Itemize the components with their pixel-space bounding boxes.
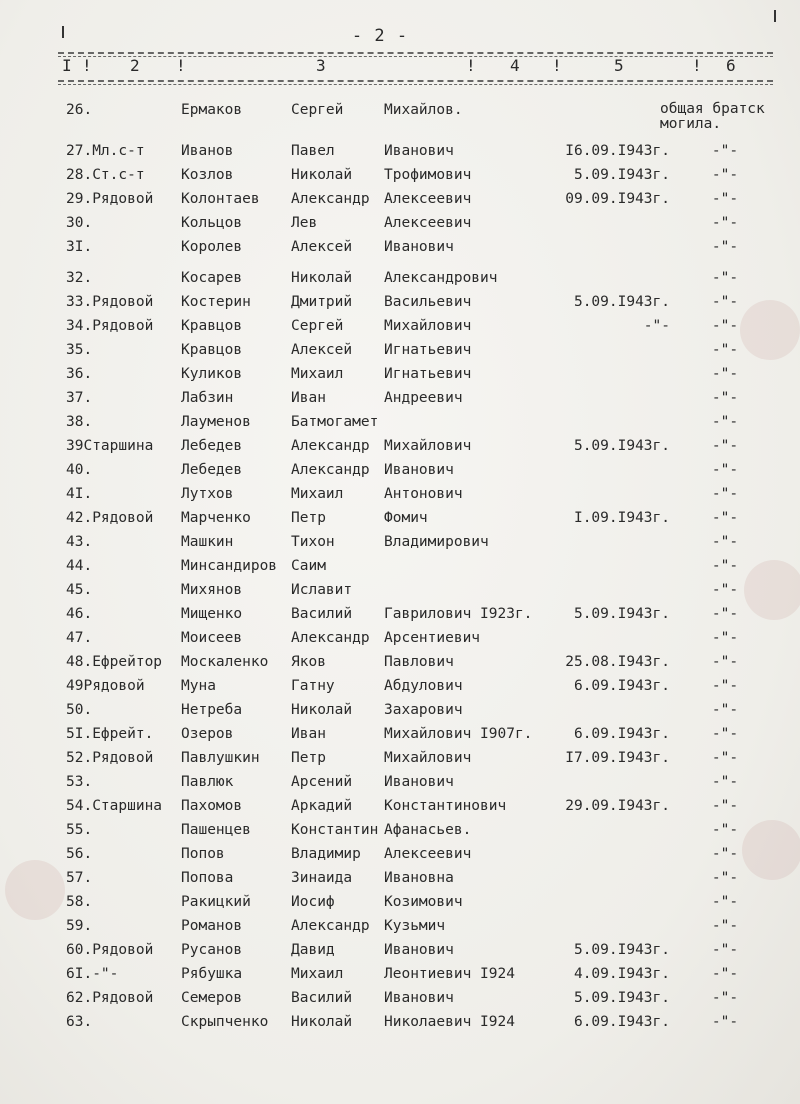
- burial-place: -"-: [711, 390, 739, 406]
- patronymic: Павлович: [384, 654, 454, 670]
- last-name: Нетреба: [181, 702, 243, 718]
- first-name: Александр: [291, 630, 370, 646]
- table-row: [0, 630, 800, 652]
- row-number-rank: 39Старшина: [66, 438, 154, 454]
- burial-place: -"-: [711, 798, 739, 814]
- death-date: I6.09.I943г.: [565, 143, 670, 159]
- death-date: 5.09.I943г.: [573, 990, 670, 1006]
- burial-place: -"-: [711, 167, 739, 183]
- row-number-rank: 48.Ефрейтор: [66, 654, 163, 670]
- patronymic: Иванович: [384, 239, 454, 255]
- table-row: [0, 462, 800, 484]
- table-row: [0, 894, 800, 916]
- last-name: Павлюк: [181, 774, 234, 790]
- table-row: [0, 678, 800, 700]
- patronymic: Владимирович: [384, 534, 489, 550]
- header-col-6: 6: [726, 56, 736, 75]
- first-name: Николай: [291, 702, 353, 718]
- table-row: [0, 702, 800, 724]
- table-row: [0, 966, 800, 988]
- first-name: Константин: [291, 822, 379, 838]
- table-row: [0, 942, 800, 964]
- last-name: Минсандиров: [181, 558, 278, 574]
- row-number-rank: 44.: [66, 558, 93, 574]
- last-name: Машкин: [181, 534, 234, 550]
- last-name: Михянов: [181, 582, 243, 598]
- first-name: Николай: [291, 167, 353, 183]
- first-name: Алексей: [291, 239, 353, 255]
- row-number-rank: 53.: [66, 774, 93, 790]
- first-name: Гатну: [291, 678, 335, 694]
- last-name: Москаленко: [181, 654, 269, 670]
- last-name: Пашенцев: [181, 822, 251, 838]
- row-number-rank: 36.: [66, 366, 93, 382]
- table-row: [0, 486, 800, 508]
- header-col-3: 3: [316, 56, 326, 75]
- first-name: Батмогамет: [291, 414, 379, 430]
- burial-place: -"-: [711, 191, 739, 207]
- patronymic: Михайлов.: [384, 102, 463, 118]
- first-name: Алексей: [291, 342, 353, 358]
- first-name: Василий: [291, 606, 353, 622]
- header-col-1: I: [62, 56, 72, 75]
- burial-place: -"-: [711, 534, 739, 550]
- burial-place: -"-: [711, 318, 739, 334]
- last-name: Кравцов: [181, 342, 243, 358]
- last-name: Марченко: [181, 510, 251, 526]
- last-name: Попов: [181, 846, 225, 862]
- table-row: [0, 101, 800, 132]
- last-name: Косарев: [181, 270, 243, 286]
- table-row: [0, 294, 800, 316]
- row-number-rank: 52.Рядовой: [66, 750, 154, 766]
- header-col-5: 5: [614, 56, 624, 75]
- header-sep-4: !: [552, 56, 562, 75]
- first-name: Михаил: [291, 486, 344, 502]
- watermark-stamp: [740, 300, 800, 360]
- last-name: Романов: [181, 918, 243, 934]
- last-name: Колонтаев: [181, 191, 260, 207]
- burial-place: -"-: [711, 630, 739, 646]
- row-number-rank: 32.: [66, 270, 93, 286]
- last-name: Павлушкин: [181, 750, 260, 766]
- last-name: Мищенко: [181, 606, 243, 622]
- table-row: [0, 1014, 800, 1036]
- table-row: [0, 870, 800, 892]
- first-name: Зинаида: [291, 870, 353, 886]
- row-number-rank: 59.: [66, 918, 93, 934]
- burial-place: -"-: [711, 726, 739, 742]
- patronymic: Иванович: [384, 774, 454, 790]
- row-number-rank: 35.: [66, 342, 93, 358]
- first-name: Сергей: [291, 318, 344, 334]
- burial-place: -"-: [711, 966, 739, 982]
- patronymic: Александрович: [384, 270, 498, 286]
- first-name: Арсений: [291, 774, 353, 790]
- first-name: Михаил: [291, 366, 344, 382]
- burial-place: -"-: [711, 510, 739, 526]
- last-name: Королев: [181, 239, 243, 255]
- burial-place: -"-: [711, 606, 739, 622]
- patronymic: Иванович: [384, 990, 454, 1006]
- row-number-rank: 27.Мл.с-т: [66, 143, 145, 159]
- page-number: - 2 -: [351, 26, 409, 46]
- burial-place: -"-: [711, 366, 739, 382]
- first-name: Александр: [291, 191, 370, 207]
- burial-place: -"-: [711, 774, 739, 790]
- table-row: [0, 606, 800, 628]
- table-row: [0, 191, 800, 213]
- last-name: Семеров: [181, 990, 243, 1006]
- row-number-rank: 50.: [66, 702, 93, 718]
- patronymic: Ивановна: [384, 870, 454, 886]
- first-name: Иван: [291, 726, 326, 742]
- watermark-stamp: [744, 560, 800, 620]
- burial-place: -"-: [711, 990, 739, 1006]
- patronymic: Игнатьевич: [384, 342, 472, 358]
- patronymic: Алексеевич: [384, 215, 472, 231]
- table-row: [0, 558, 800, 580]
- header-sep-1: !: [82, 56, 92, 75]
- margin-mark: [774, 10, 776, 22]
- row-number-rank: 6I.-"-: [66, 966, 119, 982]
- first-name: Александр: [291, 438, 370, 454]
- patronymic: Арсентиевич: [384, 630, 481, 646]
- row-number-rank: 60.Рядовой: [66, 942, 154, 958]
- last-name: Козлов: [181, 167, 234, 183]
- row-number-rank: 37.: [66, 390, 93, 406]
- last-name: Иванов: [181, 143, 234, 159]
- death-date: 6.09.I943г.: [573, 1014, 670, 1030]
- row-number-rank: 29.Рядовой: [66, 191, 154, 207]
- row-number-rank: 57.: [66, 870, 93, 886]
- death-date: 5.09.I943г.: [573, 167, 670, 183]
- first-name: Давид: [291, 942, 335, 958]
- patronymic: Фомич: [384, 510, 428, 526]
- last-name: Куликов: [181, 366, 243, 382]
- table-row: [0, 215, 800, 237]
- row-number-rank: 46.: [66, 606, 93, 622]
- header-sep-5: !: [692, 56, 702, 75]
- burial-place: -"-: [711, 582, 739, 598]
- patronymic: Михайлович: [384, 318, 472, 334]
- first-name: Иван: [291, 390, 326, 406]
- last-name: Лебедев: [181, 438, 243, 454]
- last-name: Русанов: [181, 942, 243, 958]
- first-name: Владимир: [291, 846, 361, 862]
- last-name: Костерин: [181, 294, 251, 310]
- patronymic: Иванович: [384, 942, 454, 958]
- burial-place: -"-: [711, 942, 739, 958]
- death-date: 4.09.I943г.: [573, 966, 670, 982]
- death-date: 5.09.I943г.: [573, 294, 670, 310]
- table-row: [0, 167, 800, 189]
- row-number-rank: 43.: [66, 534, 93, 550]
- row-number-rank: 40.: [66, 462, 93, 478]
- last-name: Рябушка: [181, 966, 243, 982]
- patronymic: Козимович: [384, 894, 463, 910]
- header-sep-2: !: [176, 56, 186, 75]
- death-date: 09.09.I943г.: [565, 191, 670, 207]
- first-name: Николай: [291, 1014, 353, 1030]
- table-row: [0, 990, 800, 1012]
- last-name: Ракицкий: [181, 894, 251, 910]
- row-number-rank: 34.Рядовой: [66, 318, 154, 334]
- first-name: Аркадий: [291, 798, 353, 814]
- row-number-rank: 33.Рядовой: [66, 294, 154, 310]
- table-row: [0, 342, 800, 364]
- burial-place: общая братск могила.: [660, 101, 765, 132]
- table-row: [0, 438, 800, 460]
- death-date: 5.09.I943г.: [573, 942, 670, 958]
- last-name: Муна: [181, 678, 216, 694]
- row-number-rank: 63.: [66, 1014, 93, 1030]
- patronymic: Васильевич: [384, 294, 472, 310]
- patronymic: Захарович: [384, 702, 463, 718]
- patronymic: Абдулович: [384, 678, 463, 694]
- burial-place: -"-: [711, 462, 739, 478]
- table-row: [0, 318, 800, 340]
- last-name: Озеров: [181, 726, 234, 742]
- death-date: I.09.I943г.: [573, 510, 670, 526]
- first-name: Иславит: [291, 582, 353, 598]
- burial-place: -"-: [711, 558, 739, 574]
- watermark-stamp: [742, 820, 800, 880]
- table-row: [0, 822, 800, 844]
- patronymic: Андреевич: [384, 390, 463, 406]
- table-row: [0, 270, 800, 292]
- watermark-stamp: [5, 860, 65, 920]
- burial-place: -"-: [711, 486, 739, 502]
- last-name: Пахомов: [181, 798, 243, 814]
- burial-place: -"-: [711, 654, 739, 670]
- table-row: [0, 798, 800, 820]
- row-number-rank: 47.: [66, 630, 93, 646]
- burial-place: -"-: [711, 678, 739, 694]
- row-number-rank: 5I.Ефрейт.: [66, 726, 154, 742]
- last-name: Попова: [181, 870, 234, 886]
- first-name: Дмитрий: [291, 294, 353, 310]
- first-name: Петр: [291, 510, 326, 526]
- table-row: [0, 774, 800, 796]
- header-sep-3: !: [466, 56, 476, 75]
- row-number-rank: 26.: [66, 102, 93, 118]
- first-name: Тихон: [291, 534, 335, 550]
- burial-place: -"-: [711, 215, 739, 231]
- first-name: Николай: [291, 270, 353, 286]
- last-name: Скрыпченко: [181, 1014, 269, 1030]
- first-name: Александр: [291, 918, 370, 934]
- row-number-rank: 56.: [66, 846, 93, 862]
- burial-place: -"-: [711, 438, 739, 454]
- table-row: [0, 414, 800, 436]
- row-number-rank: 45.: [66, 582, 93, 598]
- patronymic: Леонтиевич I924: [384, 966, 515, 982]
- first-name: Василий: [291, 990, 353, 1006]
- row-number-rank: 38.: [66, 414, 93, 430]
- patronymic: Николаевич I924: [384, 1014, 515, 1030]
- first-name: Яков: [291, 654, 326, 670]
- burial-place: -"-: [711, 239, 739, 255]
- burial-place: -"-: [711, 414, 739, 430]
- header-col-2: 2: [130, 56, 140, 75]
- death-date: 29.09.I943г.: [565, 798, 670, 814]
- patronymic: Иванович: [384, 462, 454, 478]
- patronymic: Игнатьевич: [384, 366, 472, 382]
- first-name: Иосиф: [291, 894, 335, 910]
- first-name: Михаил: [291, 966, 344, 982]
- patronymic: Иванович: [384, 143, 454, 159]
- last-name: Кравцов: [181, 318, 243, 334]
- patronymic: Антонович: [384, 486, 463, 502]
- table-row: [0, 143, 800, 165]
- row-number-rank: 49Рядовой: [66, 678, 145, 694]
- patronymic: Кузьмич: [384, 918, 446, 934]
- first-name: Александр: [291, 462, 370, 478]
- patronymic: Михайлович: [384, 438, 472, 454]
- table-row: [0, 390, 800, 412]
- row-number-rank: 58.: [66, 894, 93, 910]
- burial-place: -"-: [711, 918, 739, 934]
- row-number-rank: 62.Рядовой: [66, 990, 154, 1006]
- row-number-rank: 28.Ст.с-т: [66, 167, 145, 183]
- burial-place: -"-: [711, 270, 739, 286]
- first-name: Лев: [291, 215, 318, 231]
- margin-mark: [62, 26, 64, 38]
- table-row: [0, 534, 800, 556]
- burial-place: -"-: [711, 750, 739, 766]
- patronymic: Михайлович: [384, 750, 472, 766]
- row-number-rank: 30.: [66, 215, 93, 231]
- death-date: 6.09.I943г.: [573, 726, 670, 742]
- table-row: [0, 366, 800, 388]
- first-name: Саим: [291, 558, 326, 574]
- burial-place: -"-: [711, 294, 739, 310]
- row-number-rank: 42.Рядовой: [66, 510, 154, 526]
- table-row: [0, 846, 800, 868]
- patronymic: Гаврилович I923г.: [384, 606, 533, 622]
- row-number-rank: 3I.: [66, 239, 93, 255]
- table-row: [0, 654, 800, 676]
- last-name: Ермаков: [181, 102, 243, 118]
- last-name: Кольцов: [181, 215, 243, 231]
- burial-place: -"-: [711, 894, 739, 910]
- first-name: Петр: [291, 750, 326, 766]
- first-name: Сергей: [291, 102, 344, 118]
- burial-place: -"-: [711, 870, 739, 886]
- last-name: Лебедев: [181, 462, 243, 478]
- patronymic: Константинович: [384, 798, 507, 814]
- death-date: I7.09.I943г.: [565, 750, 670, 766]
- burial-place: -"-: [711, 342, 739, 358]
- patronymic: Трофимович: [384, 167, 472, 183]
- table-row: [0, 582, 800, 604]
- patronymic: Афанасьев.: [384, 822, 472, 838]
- row-number-rank: 54.Старшина: [66, 798, 163, 814]
- death-date: 5.09.I943г.: [573, 606, 670, 622]
- burial-place: -"-: [711, 1014, 739, 1030]
- last-name: Моисеев: [181, 630, 243, 646]
- death-date: -"-: [643, 318, 670, 334]
- burial-place: -"-: [711, 143, 739, 159]
- first-name: Павел: [291, 143, 335, 159]
- table-row: [0, 510, 800, 532]
- patronymic: Алексеевич: [384, 846, 472, 862]
- last-name: Лауменов: [181, 414, 251, 430]
- table-row: [0, 750, 800, 772]
- burial-place: -"-: [711, 846, 739, 862]
- header-col-4: 4: [510, 56, 520, 75]
- table-row: [0, 918, 800, 940]
- last-name: Лабзин: [181, 390, 234, 406]
- patronymic: Михайлович I907г.: [384, 726, 533, 742]
- row-number-rank: 4I.: [66, 486, 93, 502]
- burial-place: -"-: [711, 702, 739, 718]
- table-row: [0, 239, 800, 261]
- row-number-rank: 55.: [66, 822, 93, 838]
- burial-place: -"-: [711, 822, 739, 838]
- death-date: 25.08.I943г.: [565, 654, 670, 670]
- death-date: 6.09.I943г.: [573, 678, 670, 694]
- table-row: [0, 726, 800, 748]
- death-date: 5.09.I943г.: [573, 438, 670, 454]
- last-name: Лутхов: [181, 486, 234, 502]
- patronymic: Алексеевич: [384, 191, 472, 207]
